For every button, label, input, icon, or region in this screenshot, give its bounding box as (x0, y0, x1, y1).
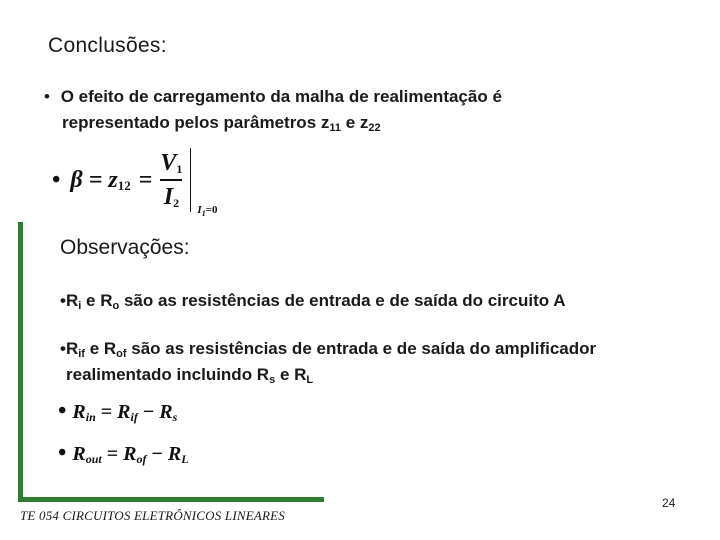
numerator-subscript: 1 (176, 162, 183, 176)
denominator-subscript: 2 (173, 196, 180, 210)
beta-lhs-text: β = z (70, 166, 118, 193)
rout-subscript: out (85, 452, 102, 466)
equals-sign: = (95, 401, 118, 423)
slide-title: Conclusões: (48, 34, 167, 57)
rout-symbol: R (72, 443, 86, 465)
z12-subscript: 12 (117, 177, 131, 193)
rof-subscript: of (136, 452, 147, 466)
rif-subscript: if (130, 410, 138, 424)
rof-subscript: of (116, 348, 127, 360)
equation-marker: • (58, 398, 67, 424)
rs-rl-conjunction: e R (275, 365, 307, 384)
bullet-marker: • (60, 291, 66, 310)
rl-symbol: R (167, 443, 182, 465)
observation-text: são as resistências de entrada e de saída do amplificador (126, 339, 597, 358)
green-border-horizontal (18, 497, 324, 502)
rif-symbol: R (65, 339, 79, 358)
observation-text: são as resistências de entrada e de saída do circuito A (119, 291, 566, 310)
evaluation-condition: $I_1=0$ (197, 204, 218, 218)
observation-item-rif-rof (60, 336, 596, 388)
v1-over-i2-fraction (160, 149, 182, 211)
bullet-line2 (62, 110, 502, 136)
bullet-marker: • (60, 339, 66, 358)
beta-lhs (70, 167, 130, 193)
bullet-line2-mid: e z (341, 113, 369, 132)
z22-subscript: 22 (368, 122, 381, 134)
ri-ro-conjunction: e R (81, 291, 113, 310)
evaluation-bar (190, 148, 218, 218)
rs-symbol: R (159, 401, 173, 423)
course-footer: TE 054 CIRCUITOS ELETRÔNICOS LINEARES (20, 508, 286, 523)
fraction-bar (160, 179, 182, 181)
observations-title: Observações: (60, 236, 190, 259)
ri-symbol: R (65, 291, 79, 310)
z11-subscript: 11 (329, 122, 342, 134)
beta-equation (52, 148, 218, 218)
ro-subscript: o (112, 300, 120, 312)
numerator-v: V (160, 150, 177, 176)
bullet-loading-effect (44, 84, 502, 136)
rs-subscript: s (172, 410, 178, 424)
equals-sign: = (101, 443, 124, 465)
rin-equation (58, 398, 177, 425)
rin-symbol: R (72, 401, 86, 423)
observation-line2: realimentado incluindo R (66, 365, 270, 384)
rif-rof-conjunction: e R (84, 339, 117, 358)
denominator-i: I (163, 184, 174, 210)
bullet-marker: • (44, 87, 50, 106)
rout-equation (58, 440, 189, 467)
rin-subscript: in (85, 410, 96, 424)
minus-sign: − (137, 401, 160, 423)
rl-subscript: L (306, 374, 314, 386)
rif-symbol: R (117, 401, 131, 423)
equation-marker: • (58, 440, 67, 466)
equals-sign: = (138, 166, 153, 193)
ri-subscript: i (78, 300, 82, 312)
green-border-vertical (18, 222, 23, 502)
rof-symbol: R (123, 443, 137, 465)
minus-sign: − (146, 443, 168, 465)
rif-subscript: if (78, 348, 85, 360)
rl-subscript: L (181, 452, 189, 466)
bullet-line2-text: representado pelos parâmetros z (62, 113, 330, 132)
rs-subscript: s (269, 374, 276, 386)
page-number: 24 (662, 496, 676, 510)
observation-item-ri-ro (60, 288, 566, 314)
equation-marker: • (52, 166, 61, 193)
bullet-line1: O efeito de carregamento da malha de realimentação é (60, 87, 502, 106)
